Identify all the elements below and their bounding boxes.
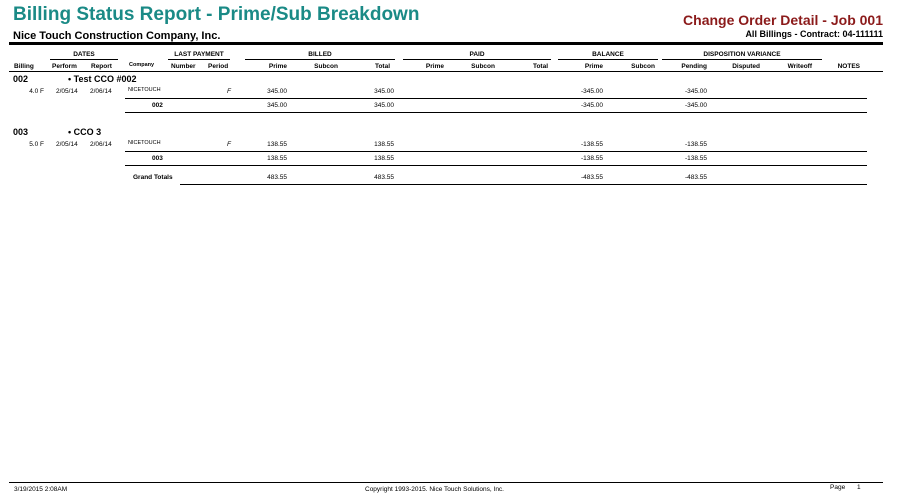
col-writeoff: Writeoff [787,63,812,70]
section-id: 002 [13,74,29,84]
grand-totals-billed-prime: 483.55 [267,174,287,181]
page-label: Page [830,484,846,491]
group-last-payment: LAST PAYMENT [174,51,224,58]
report-title: Billing Status Report - Prime/Sub Breakdown [13,4,420,25]
col-disputed: Disputed [732,63,760,70]
row-perform: 2/05/14 [56,88,78,95]
group-last-payment-line [168,59,230,60]
change-order-detail-title: Change Order Detail - Job 001 [683,12,883,28]
subtotal-balance-prime: -345.00 [580,102,603,109]
header-rule [9,42,883,45]
row-billing: 5.0 F [29,141,44,148]
row-billed-prime: 345.00 [267,88,287,95]
subtotal-billed-prime: 138.55 [267,155,287,162]
col-billed-total: Total [374,63,390,70]
group-disposition-variance: DISPOSITION VARIANCE [703,51,781,58]
grand-totals-label: Grand Totals [133,174,173,181]
col-balance-prime: Prime [584,63,603,70]
footer-rule [9,482,883,483]
col-pending: Pending [681,63,707,70]
subtotal-billed-total: 345.00 [374,102,394,109]
row-pending: -345.00 [684,88,707,95]
subtotal-balance-prime: -138.55 [580,155,603,162]
col-company: Company [129,62,155,68]
group-dates: DATES [73,51,95,58]
company-name: Nice Touch Construction Company, Inc. [13,30,221,42]
subtotal-label: 003 [152,155,163,162]
group-paid-line [403,59,551,60]
col-period: Period [208,63,229,70]
col-report: Report [91,63,112,70]
col-balance-subcon: Subcon [631,63,655,70]
group-balance-line [558,59,658,60]
subtotal-label: 002 [152,102,163,109]
group-billed: BILLED [308,51,332,58]
col-perform: Perform [52,63,77,70]
subtotal-bottom-rule [125,112,867,113]
subtotal-rule [125,151,867,152]
group-billed-line [245,59,395,60]
row-pending: -138.55 [684,141,707,148]
col-paid-total: Total [532,63,548,70]
group-disposition-line [662,59,822,60]
group-paid: PAID [469,51,485,58]
section-id: 003 [13,127,29,137]
subtotal-bottom-rule [125,165,867,166]
contract-subtitle: All Billings - Contract: 04-111111 [745,29,883,39]
row-balance-prime: -138.55 [580,141,603,148]
row-period: F [227,88,231,95]
row-period: F [227,141,231,148]
page-number: 1 [857,484,861,491]
col-billed-subcon: Subcon [314,63,338,70]
column-header-rule [9,71,883,72]
row-balance-prime: -345.00 [580,88,603,95]
row-billed-total: 345.00 [374,88,394,95]
group-balance: BALANCE [592,51,624,58]
subtotal-rule [125,98,867,99]
row-company: NICETOUCH [128,87,161,93]
subtotal-pending: -138.55 [684,155,707,162]
row-report: 2/06/14 [90,88,112,95]
col-billed-prime: Prime [268,63,287,70]
group-dates-line [50,59,118,60]
row-company: NICETOUCH [128,140,161,146]
section-name: • Test CCO #002 [68,74,137,84]
copyright: Copyright 1993-2015. Nice Touch Solutions, Inc. [365,486,504,493]
grand-totals-balance-prime: -483.55 [580,174,603,181]
section-name: • CCO 3 [68,127,102,137]
row-billed-total: 138.55 [374,141,394,148]
grand-totals-billed-total: 483.55 [374,174,394,181]
grand-totals-pending: -483.55 [684,174,707,181]
row-perform: 2/05/14 [56,141,78,148]
grand-totals-rule [180,184,867,185]
col-number: Number [171,63,196,70]
col-billing: Billing [14,63,34,70]
col-paid-prime: Prime [425,63,444,70]
subtotal-pending: -345.00 [684,102,707,109]
subtotal-billed-prime: 345.00 [267,102,287,109]
row-report: 2/06/14 [90,141,112,148]
row-billing: 4.0 F [29,88,44,95]
col-paid-subcon: Subcon [471,63,495,70]
report-date: 3/19/2015 2:08AM [14,486,68,493]
row-billed-prime: 138.55 [267,141,287,148]
col-notes: NOTES [837,63,860,70]
subtotal-billed-total: 138.55 [374,155,394,162]
